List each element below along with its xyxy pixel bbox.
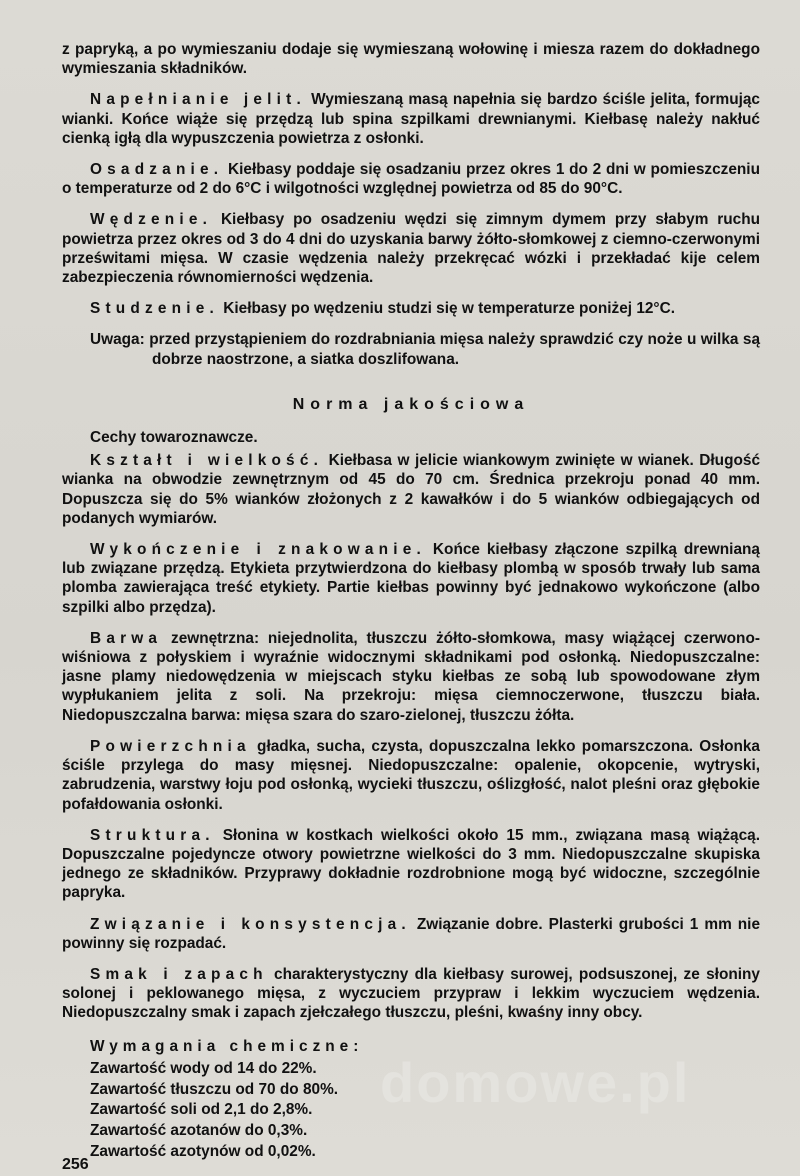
term-smoking: Wędzenie. — [90, 211, 213, 229]
text-structure: Słonina w kostkach wielkości około 15 mm., związana masą wiążącą. Dopuszczalne pojedyncze otwory powietrzne wielkości do 3 mm. Niedopuszczalne skupiska jednego ze składników. Przyprawy dokładnie rozdrobnione mogą być widoczne, szczególnie papryka. — [62, 826, 760, 902]
chemical-row: Zawartość soli od 2,1 do 2,8%. — [90, 1101, 313, 1119]
term-color: Barwa — [90, 629, 163, 647]
section-settling — [62, 160, 760, 198]
term-filling: Napełnianie jelit. — [90, 91, 306, 109]
text-cooling: Kiełbasy po wędzeniu studzi się w temperaturze poniżej 12°C. — [223, 300, 675, 318]
quality-structure — [62, 826, 760, 903]
chemical-row: Zawartość wody od 14 do 22%. — [90, 1060, 317, 1078]
text-binding: Związanie dobre. Plasterki grubości 1 mm nie powinny się rozpadać. — [62, 915, 761, 952]
note-paragraph — [62, 330, 760, 368]
quality-finish — [62, 540, 760, 617]
watermark: domowe.pl — [380, 1051, 691, 1114]
text-shape: Kiełbasa w jelicie wiankowym zwinięte w wianek. Długość wianka na obwodzie zewnętrznym od 45 do 70 cm. Średnica przekroju ponad 40 mm. Dopuszcza się do 5% wianków złożonych z 2 kawałków i do 5 wianków odbiegających od podanych wymiarów. — [62, 452, 760, 527]
chemical-row: Zawartość azotanów do 0,3%. — [90, 1121, 308, 1139]
quality-surface — [62, 737, 760, 814]
quality-heading: Norma jakościowa — [292, 395, 530, 413]
chemical-row: Zawartość tłuszczu od 70 do 80%. — [90, 1080, 339, 1098]
page-number: 256 — [62, 1156, 89, 1173]
text-body — [62, 40, 760, 1162]
term-binding: Związanie i konsystencja. — [90, 915, 411, 933]
chemical-row: Zawartość azotynów od 0,02%. — [90, 1142, 316, 1160]
note-text: przed przystąpieniem do rozdrabniania mięsa należy sprawdzić czy noże u wilka są dobrze naostrzone, a siatka doszlifowana. — [149, 331, 761, 368]
text-color: zewnętrzna: niejednolita, tłuszczu żółto-słomkowa, masy wiążącej czerwono-wiśniowa z połyskiem i wyraźnie widocznymi składnikami pod osłonką. Niedopuszczalne: jasne plamy niedowędzenia w miejscach styku kiełbas ze sobą lub spowodowane złym wypłukaniem jelita z soli. Na przekroju: mięsa ciemnoczerwone, tłuszczu biała. Niedopuszczalna barwa: mięsa szara do szaro-zielonej, tłuszczu żółta. — [62, 629, 760, 724]
term-structure: Struktura. — [90, 826, 215, 844]
term-cooling: Studzenie. — [90, 300, 219, 318]
section-smoking — [62, 210, 760, 287]
term-shape: Kształt i wielkość. — [90, 452, 324, 470]
quality-color — [62, 629, 760, 725]
note-label: Uwaga: — [90, 331, 145, 349]
intro-paragraph: z papryką, a po wymieszaniu dodaje się wymieszaną wołowinę i miesza razem do dokładnego wymieszania składników. — [62, 41, 760, 78]
term-surface: Powierzchnia — [90, 737, 251, 755]
quality-subheading: Cechy towaroznawcze. — [90, 429, 258, 447]
chemical-title: Wymagania chemiczne: — [90, 1037, 364, 1055]
quality-binding — [62, 915, 760, 953]
term-taste: Smak i zapach — [90, 965, 268, 983]
text-smoking: Kiełbasy po osadzeniu wędzi się zimnym dymem przy słabym ruchu powietrza przez okres od 3 do 4 dni do uzyskania barwy żółto-słomkowej z ciemno-czerwonymi prześwitami mięsa. W czasie wędzenia należy przekręcać wózki i przekładać kije celem zabezpieczenia równomierności wędzenia. — [62, 211, 761, 287]
term-settling: Osadzanie. — [90, 161, 224, 179]
quality-shape — [62, 451, 760, 528]
text-surface: gładka, sucha, czysta, dopuszczalna lekko pomarszczona. Osłonka ściśle przylega do masy mięsnej. Niedopuszczalne: opalenie, okopcenie, wytryski, zabrudzenia, warstwy łoju pod osłonką, wycieki tłuszczu, oślizgłość, nalot pleśni oraz głębokie pofałdowania osłonki. — [62, 737, 760, 813]
text-taste: charakterystyczny dla kiełbasy surowej, podsuszonej, ze słoniny solonej i peklowanego mięsa, z wyczuciem przypraw i lekkim wyczuciem wędzenia. Niedopuszczalny smak i zapach zjełczałego tłuszczu, pleśni, kwaśny inny obcy. — [62, 965, 760, 1022]
quality-taste — [62, 965, 760, 1023]
term-finish: Wykończenie i znakowanie. — [90, 541, 426, 559]
section-cooling — [62, 299, 760, 318]
text-settling: Kiełbasy poddaje się osadzaniu przez okres 1 do 2 dni w pomieszczeniu o temperaturze od 2 do 6°C i wilgotności względnej powietrza od 85 do 90°C. — [62, 161, 760, 198]
text-finish: Końce kiełbasy złączone szpilką drewnianą lub związane przędzą. Etykieta przytwierdzona do kiełbasy plombą w sposób trwały lub sama plomba zawierająca treść etykiety. Partie kiełbas powinny być jednakowo wykończone (albo szpilki albo przędza). — [62, 541, 760, 616]
text-filling: Wymieszaną masą napełnia się bardzo ściśle jelita, formując wianki. Końce wiąże się przędzą lub spina szpilkami drewnianymi. Kiełbasę należy nakłuć cienką igłą dla wypuszczenia powietrza z osłonki. — [62, 91, 760, 147]
section-filling — [62, 90, 760, 148]
